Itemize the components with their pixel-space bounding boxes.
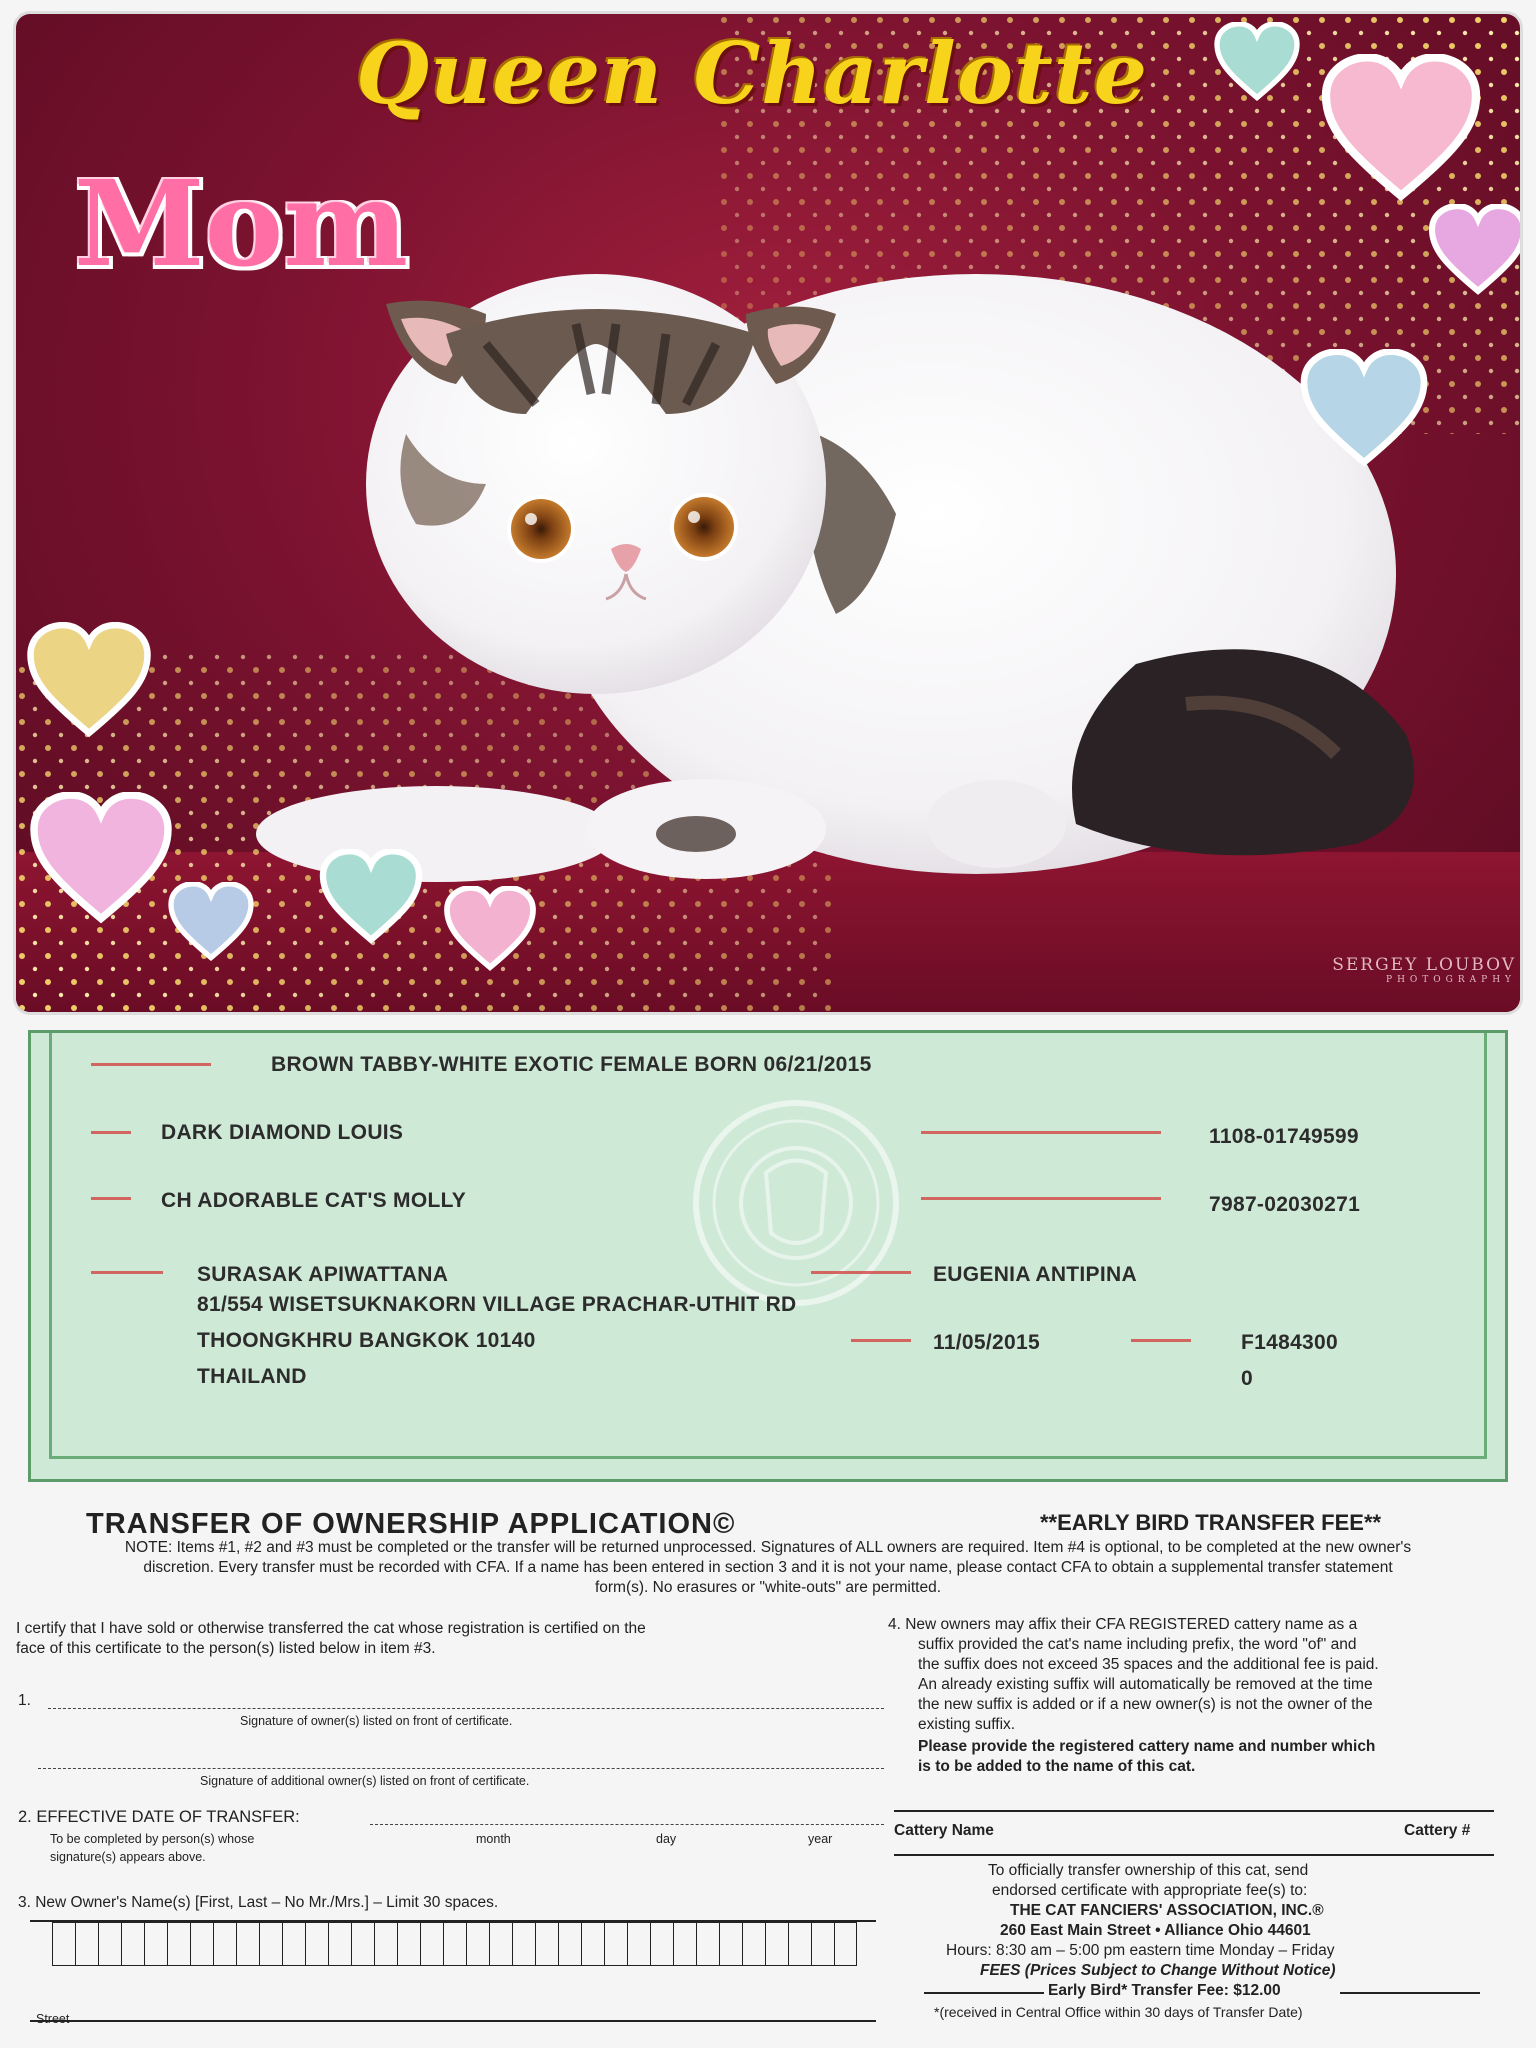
mom-label: Mom [74,154,409,293]
field-label-marker [91,1131,131,1134]
effective-date-sub2: signature(s) appears above. [50,1850,206,1864]
new-owner-label: 3. New Owner's Name(s) [First, Last – No Mr./Mrs.] – Limit 30 spaces. [18,1894,499,1911]
street-row-bottom [30,2020,876,2022]
form-title: TRANSFER OF OWNERSHIP APPLICATION© [86,1508,736,1540]
transfer-form [0,1492,1536,2048]
effective-date-sub1: To be completed by person(s) whose [50,1832,255,1846]
cattery-name-label: Cattery Name [894,1822,994,1839]
signature-caption: Signature of owner(s) listed on front of certificate. [240,1714,513,1728]
fee-footnote: *(received in Central Office within 30 days of Transfer Date) [934,2004,1303,2020]
certify-text-2: face of this certificate to the person(s) listed below in item #3. [16,1640,436,1657]
item4-line-4: the new suffix is added or if a new owner(s) is not the owner of the [918,1696,1373,1713]
item4-line-6: Please provide the registered cattery name and number which [918,1738,1376,1755]
watermark-name: SERGEY LOUBOV [1332,954,1516,975]
sire-name: DARK DIAMOND LOUIS [161,1121,404,1144]
cfa-org-name: THE CAT FANCIERS' ASSOCIATION, INC.® [1010,1902,1324,1919]
day-label: day [656,1832,677,1846]
year-label: year [808,1832,833,1846]
owner-address-line2: THOONGKHRU BANGKOK 10140 [197,1329,536,1352]
heart-icon [24,622,154,740]
item4-line-5: existing suffix. [918,1716,1016,1733]
street-label: Street [36,2012,70,2026]
early-bird-heading: **EARLY BIRD TRANSFER FEE** [1040,1510,1382,1535]
effective-date-label: 2. EFFECTIVE DATE OF TRANSFER: [18,1808,300,1826]
certificate-zero: 0 [1241,1367,1253,1390]
cfa-seal-icon [681,1093,911,1313]
heart-icon [316,849,426,945]
office-hours: Hours: 8:30 am – 5:00 pm eastern time Monday – Friday [946,1942,1335,1959]
certificate-date: 11/05/2015 [933,1331,1040,1354]
heart-icon [166,882,256,962]
early-bird-fee: Early Bird* Transfer Fee: $12.00 [1048,1982,1281,1999]
item4-line-0: 4. New owners may affix their CFA REGISTERED cattery name as a [888,1616,1358,1633]
send-text-2: endorsed certificate with appropriate fee(s) to: [992,1882,1308,1899]
heart-icon [1316,54,1486,204]
item4-line-1: suffix provided the cat's name including prefix, the word "of" and [918,1636,1357,1653]
arrow-right-icon [924,1992,1044,1994]
dam-registration: 7987-02030271 [1209,1193,1361,1216]
sire-registration: 1108-01749599 [1209,1125,1359,1148]
cat-name-title: Queen Charlotte [356,24,1149,123]
fees-heading: FEES (Prices Subject to Change Without Notice) [980,1962,1336,1979]
heart-icon [441,886,539,972]
heart-icon [1296,349,1432,469]
cattery-input-line[interactable] [894,1854,1494,1856]
additional-signature-caption: Signature of additional owner(s) listed on front of certificate. [200,1774,530,1788]
heart-icon [1426,204,1520,296]
field-label-marker [921,1197,1161,1200]
new-owner-name-boxes[interactable] [52,1922,857,1966]
owner-address-line1: 81/554 WISETSUKNAKORN VILLAGE PRACHAR-UTHIT RD [197,1293,797,1316]
breeder-name: EUGENIA ANTIPINA [933,1263,1137,1286]
field-label-marker [811,1271,911,1274]
effective-date-line[interactable] [370,1824,884,1825]
heart-icon [26,792,176,926]
item4-line-2: the suffix does not exceed 35 spaces and the additional fee is paid. [918,1656,1379,1673]
watermark-sub: PHOTOGRAPHY [1386,975,1516,986]
form-note: NOTE: Items #1, #2 and #3 must be completed or the transfer will be returned unprocessed. Signatures of ALL owners are required. Item #4 is optional, to be completed at the new owner's discretion. Every transfer must be recorded with CFA. If a name has been entered in section 3 and it is not your name, please contact CFA to obtain a supplemental transfer statement form(s). No erasures or "white-outs" are permitted. [124,1539,1412,1596]
field-label-marker [91,1271,163,1274]
owner-name: SURASAK APIWATTANA [197,1263,449,1286]
cattery-top-line [894,1810,1494,1812]
photographer-watermark [1332,955,1516,986]
registration-certificate [28,1030,1508,1482]
cfa-address: 260 East Main Street • Alliance Ohio 44601 [1000,1922,1311,1939]
field-label-marker [1131,1339,1191,1342]
cat-photo-panel [16,14,1520,1012]
owner-country: THAILAND [197,1365,307,1388]
name-row-top [30,1920,876,1922]
field-label-marker [91,1197,131,1200]
certificate-serial: F1484300 [1241,1331,1338,1354]
field-label-marker [921,1131,1161,1134]
field-label-marker [91,1063,211,1066]
owner-signature-line[interactable] [48,1708,884,1709]
arrow-left-icon [1340,1992,1480,1994]
month-label: month [476,1832,511,1846]
cat-description: BROWN TABBY-WHITE EXOTIC FEMALE BORN 06/21/2015 [271,1053,872,1076]
send-text-1: To officially transfer ownership of this cat, send [988,1862,1309,1879]
dam-name: CH ADORABLE CAT'S MOLLY [161,1189,467,1212]
cattery-number-label: Cattery # [1404,1822,1471,1839]
additional-signature-line[interactable] [38,1768,884,1769]
item4-line-3: An already existing suffix will automatically be removed at the time [918,1676,1373,1693]
field-label-marker [851,1339,911,1342]
item1-number: 1. [18,1692,31,1709]
item4-line-7: is to be added to the name of this cat. [918,1758,1196,1775]
certify-text-1: I certify that I have sold or otherwise transferred the cat whose registration is certified on the [16,1620,646,1637]
